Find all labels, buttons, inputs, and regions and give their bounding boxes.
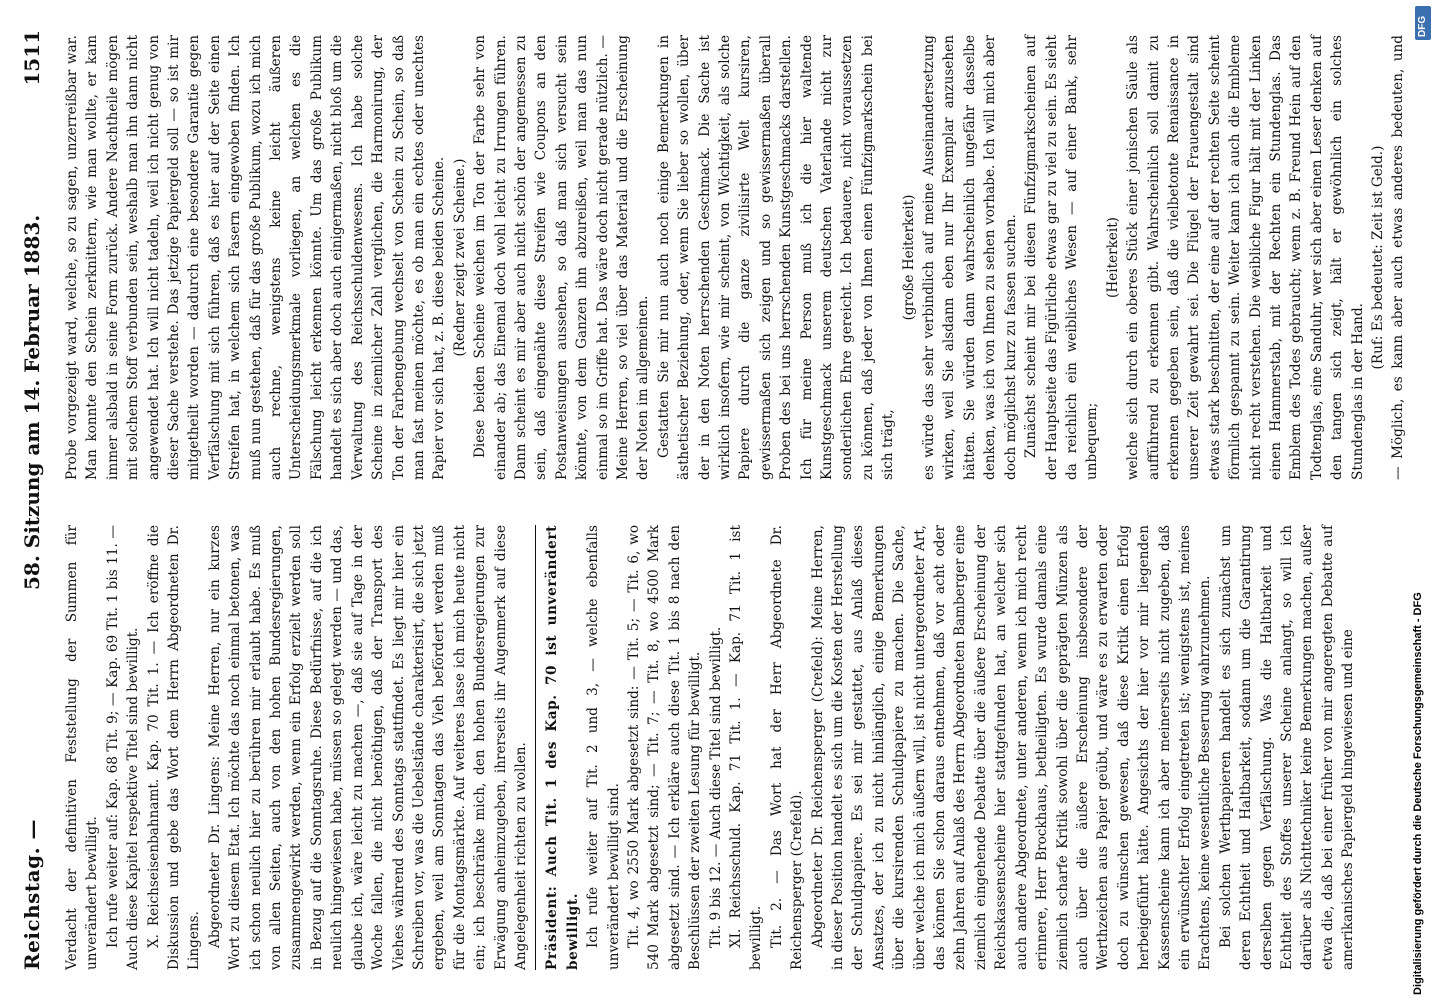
section-heading: XI. Reichsschuld. Kap. 71 Tit. 1. — Kap. 71 Tit. 1 ist bewilligt. bbox=[728, 525, 765, 970]
paragraph: Diese beiden Scheine weichen im Ton der Farbe sehr von einander ab; das Einemal doch wohl leicht zu Irrungen führen. Dann scheint es mir aber auch nicht schön der angemessen zu sein, daß eingenähte diese Streifen wie Coupons an den Postanweisungen aussehen, so daß man sich versucht sein könnte, von dem Ganzen ihn abzureißen, weil man das nun einmal so im Griffe hat. Das wäre doch nicht gerade nützlich. — Meine Herren, so viel über das Material und die Erscheinung der Noten im allgemeinen. bbox=[472, 35, 652, 480]
paragraph: — Möglich, es kann aber auch etwas anderes bedeuten, und bbox=[1390, 35, 1407, 480]
digitization-note: Digitalisierung gefördert durch die Deutsche Forschungsgemeinschaft - DFG bbox=[1412, 592, 1424, 995]
left-column bbox=[62, 525, 1382, 970]
paragraph: Probe vorgezeigt ward, welche, so zu sagen, unzerreißbar war. Man konnte den Schein zerknittern, wie man wollte, er kam immer alsbald in seine Form zurück. Andere Nachtheile mögen mit solchem Stoff verbunden sein, weshalb man ihn dann nicht angewendet hat. Ich will nicht tadeln, weil ich nicht genug von dieser Sache verstehe. Das jetzige Papiergeld soll — so ist mir mitgetheilt worden — dadurch eine besondere Garantie gegen Verfälschung mit sich führen, daß es hier auf der Seite einen Streifen hat, in welchem sich Fasern eingewoben finden. Ich muß nun gestehen, daß für das große Publikum, wozu ich mich auch rechne, wenigstens keine leicht äußeren Unterscheidungsmerkmale vorliegen, an welchen es die Fälschung leicht erkennen könnte. Um das große Publikum handelt es sich aber doch auch einigermaßen, nicht bloß um die Verwaltung des Reichsschuldenwesens. Ich habe solche Scheine in ziemlicher Zahl verglichen, die Harmonirung, der Ton der Farbengebung wechselt von Schein zu Schein, so daß man fast meinen möchte, es ob man ein echtes oder unechtes Papier vor sich hat, z. B. diese beiden Scheine. bbox=[64, 35, 448, 480]
stage-direction: (Ruf: Es bedeutet: Zeit ist Geld.) bbox=[1370, 145, 1386, 370]
speech-reichensperger: Abgeordneter Dr. Reichensperger (Crefeld): Meine Herren, in dieser Position handelt es sich um die Kosten der Herstellung der Schuldpapiere. Es sei mir gestattet, aus Anlaß dieses Ansatzes, der ich zu nicht hinlänglich, einige Bemerkungen über die kursirenden Schuldpapiere zu machen. Die Sache, über welche ich mich äußern will, ist nicht untergeordneter Art, das können Sie schon daraus entnehmen, daß vor acht oder zehn Jahren auf Anlaß des Herrn Abgeordneten Bamberger eine ziemlich eingehende Debatte über die äußere Erscheinung der Reichskassenscheine hier stattgefunden hat, an welcher sich auch andere Abgeordnete, unter anderen, wenn ich mich recht erinnere, Herr Brockhaus, betheiligten. Es wurde damals eine ziemlich scharfe Kritik sowohl über die geprägten Münzen als auch über die äußere Erscheinung insbesondere der Werthzeichen aus Papier geübt, und wäre es zu erwarten oder doch zu wünschen gewesen, daß diese Kritik einen Erfolg herbeigeführt hätte. Angesichts der hier vor mir liegenden Kassenscheine kann ich aber meinerseits nicht zugeben, daß ein erwünschter Erfolg eingetreten ist; wenigstens ist, meines Erachtens, keine wesentliche Besserung wahrzunehmen. bbox=[809, 525, 1214, 970]
paragraph: Tit. 4, wo 2550 Mark abgesetzt sind: — Tit. 5; — Tit. 6, wo 540 Mark abgesetzt sind; — Tit. 7; — Tit. 8, wo 4500 Mark abgesetzt sind. — Ich erkläre auch diese Tit. 1 bis 8 nach den Beschlüssen der zweiten Lesung für bewilligt. bbox=[625, 525, 704, 970]
session-title: 58. Sitzung am 14. Februar 1883. bbox=[20, 214, 44, 590]
paragraph: Zunächst scheint mir bei diesen Fünfzigmarkscheinen auf der Hauptseite das Figürliche etwas gar zu viel zu sein. Es sieht da reichlich ein weibliches Wesen — auf einer Bank, sehr unbequem; bbox=[1023, 35, 1101, 480]
paragraph: es würde das sehr verbindlich auf meine Auseinandersetzung wirken, weil Sie alsdann eben nur Ihr Exemplar anzusehen hätten. Sie würden dann wahrscheinlich ungefähr dasselbe denken, was ich von Ihnen zu sehen vorhabe. Ich will mich aber doch möglichst kurz zu fassen suchen. bbox=[921, 35, 1019, 480]
dfg-logo bbox=[1415, 6, 1431, 40]
right-column bbox=[62, 35, 1407, 480]
speech-lingens: Abgeordneter Dr. Lingens: Meine Herren, nur ein kurzes Wort zu diesem Etat. Ich möchte das noch einmal betonen, was ich schon neulich hier zu berühren mir erlaubt habe. Es muß von allen Seiten, auch von den hohen Bundesregierungen, zusammengewirkt werden, wenn ein Erfolg erzielt werden soll in Bezug auf die Sonntagsruhe. Diese Bedürfnisse, auf die ich neulich hingewiesen habe, müssen so gelegt werden — und das, glaube ich, wäre leicht zu machen —, daß sie auf Tage in der Woche fallen, die nicht benöthigen, daß der Transport des Viehes während des Sonntags stattfindet. Es liegt mir hier ein Schreiben vor, was die Uebelstände charakterisirt, die sich jetzt ergeben, weil am Sonntagen das Vieh befördert werden muß für die Montagsmärkte. Auf weiteres lasse ich mich heute nicht ein; ich beschränke mich, den hohen Bundesregierungen zur Erwägung anheimzugeben, ihrerseits ihr Augenmerk auf diese Angelegenheit richten zu wollen. bbox=[206, 525, 529, 970]
stage-direction: (Redner zeigt zwei Scheine.) bbox=[451, 158, 468, 357]
dfg-logo-text: DFG bbox=[1417, 15, 1428, 37]
stage-direction: (Heiterkeit) bbox=[1104, 217, 1121, 298]
running-head: Reichstag. — bbox=[20, 818, 44, 970]
paragraph: Gestatten Sie mir nun auch noch einige Bemerkungen in ästhetischer Beziehung, oder, wenn Sie lieber so wollen, über der in den Noten herrschenden Geschmack. Die Sache ist wirklich insofern, wie mir scheint, von Wichtigkeit, als solche Papiere durch die ganze zivilisirte Welt kursiren, gewissermaßen sich zeigen und so gewissermaßen überall Proben des bei uns herrschenden Kunstgeschmacks darstellen. Ich für meine Person muß ich die hier waltende Kunstgeschmack unserem deutschen Vaterlande nicht zur sonderlichen Ehre gereicht. Ich bedauere, nicht voraussetzen zu können, daß jeder von Ihnen einen Fünfzigmarkschein bei sich trägt, bbox=[655, 35, 897, 480]
page-number: 1511 bbox=[20, 30, 44, 86]
paragraph: Verdacht der definitiven Feststellung der Summen für unverändert bewilligt. bbox=[64, 525, 101, 970]
paragraph: Bei solchen Werthpapieren handelt es sich zunächst um deren Echtheit und Haltbarkeit, sodann um die Garantirung derselben gegen Verfälschung. Was die Haltbarkeit und Echtheit des Stoffes unserer Scheine anlangt, so will ich darüber als Nichttechniker keine Bemerkungen machen, außer etwa die, daß bei einer früher von mir angeregten Debatte auf amerikanisches Papiergeld hingewiesen und eine bbox=[1217, 525, 1357, 970]
page-header bbox=[12, 30, 52, 970]
paragraph: Ich rufe weiter auf Tit. 2 und 3, — welche ebenfalls unverändert bewilligt sind. bbox=[585, 525, 622, 970]
paragraph: Tit. 9 bis 12. — Auch diese Titel sind bewilligt. bbox=[707, 626, 724, 948]
president-statement: Präsident: Auch Tit. 1 des Kap. 70 ist unverändert bewilligt. bbox=[544, 525, 581, 970]
paragraph: Tit. 2. — Das Wort hat der Herr Abgeordnete Dr. Reichensperger (Crefeld). bbox=[768, 525, 806, 970]
divider bbox=[535, 525, 536, 970]
paragraph: Ich rufe weiter auf: Kap. 68 Tit. 9; — Kap. 69 Tit. 1 bis 11. — Auch diese Kapitel respektive Titel sind bewilligt. bbox=[104, 525, 142, 970]
stage-direction: (große Heiterkeit) bbox=[900, 194, 917, 321]
section-heading: X. Reichseisenbahnamt. Kap. 70 Tit. 1. — Ich eröffne die Diskussion und gebe das Wort dem Herrn Abgeordneten Dr. Lingens. bbox=[145, 525, 203, 970]
paragraph: welche sich durch ein oberes Stück einer jonischen Säule als aufführend zu erkennen gibt. Wahrscheinlich soll damit zu erkennen gegeben sein, daß die vielbetonte Renaissance in unserer Zeit gewahrt sei. Die Flügel der Frauengestalt sind etwas stark beschnitten, der eine auf der rechten Seite scheint förmlich gespannt zu sein. Weiter kann ich auch die Embleme nicht recht verstehen. Die weibliche Figur hält mit der Linken einen Hammerstab, mit der Rechten ein Stundenglas. Das Emblem des Todes gebraucht; wenn z. B. Freund Hein auf den Todtenglas, eine Sanduhr, wer sich aber einen Leser denken auf den tangen sich zeigt, hält er gewöhnlich ein solches Stundenglas in der Hand. bbox=[1125, 35, 1366, 480]
